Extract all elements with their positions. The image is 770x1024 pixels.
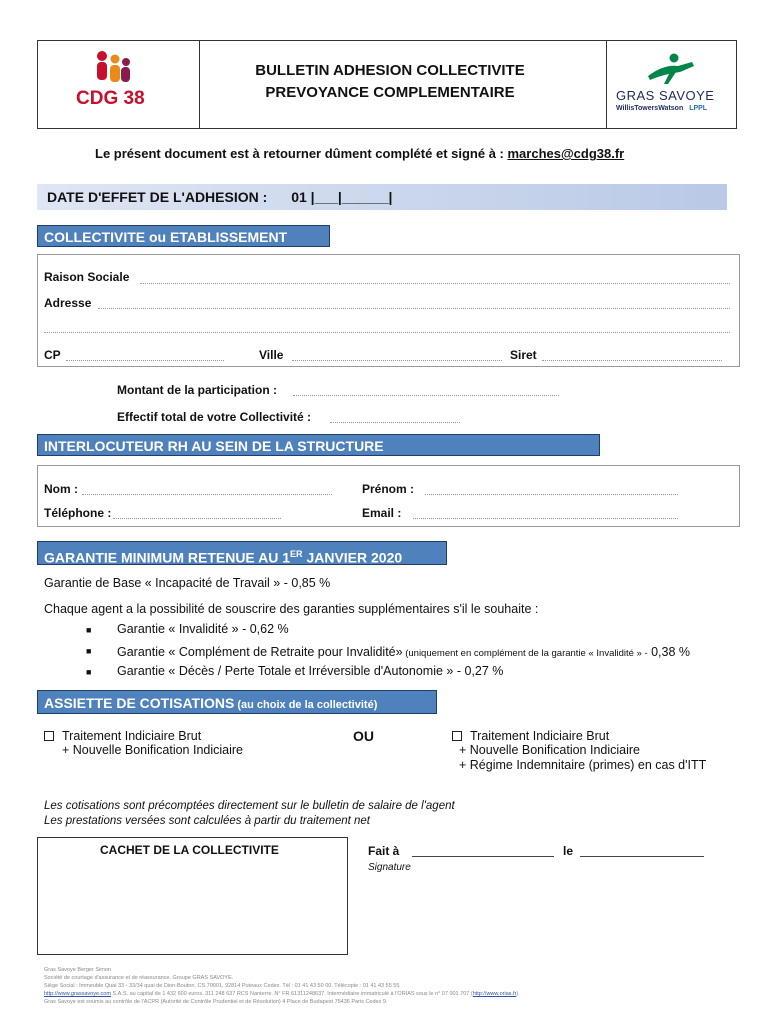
email-label: Email :: [362, 506, 402, 520]
footer-line-3: Siège Social : Immeuble Quai 33 - 33/34 quai de Dion-Bouton, CS 70001, 92814 Puteaux Cedex. Tél : 01 41 43 50 00. Télécopie : 01 41 43 55 55: [44, 983, 400, 989]
ville-field[interactable]: [292, 360, 502, 361]
nom-field[interactable]: [82, 494, 332, 495]
note-cotisations: Les cotisations sont précomptées directement sur le bulletin de salaire de l'agent: [44, 800, 455, 812]
cp-field[interactable]: [66, 360, 224, 361]
raison-sociale-field[interactable]: [140, 283, 730, 284]
siret-label: Siret: [510, 348, 537, 362]
garantie-heading-post: JANVIER 2020: [302, 549, 403, 566]
date-field[interactable]: [580, 856, 704, 857]
date-effet-bar: [37, 184, 727, 210]
footer-line-1: Gras Savoye Berger Simon: [44, 967, 111, 973]
collectivite-frame: [37, 254, 740, 367]
telephone-label: Téléphone :: [44, 506, 112, 520]
fait-a-label: Fait à: [368, 844, 400, 858]
email-field[interactable]: [413, 518, 678, 519]
people-icon: [74, 48, 154, 88]
effectif-field[interactable]: [330, 422, 460, 423]
gras-savoye-text: GRAS SAVOYE: [616, 88, 715, 103]
garantie-item-2-tail: 0,38 %: [647, 645, 691, 659]
option-2-line-3: + Régime Indemnitaire (primes) en cas d'ITT: [459, 758, 707, 772]
header-divider-right: [606, 41, 607, 128]
garantie-heading-pre: GARANTIE MINIMUM RETENUE AU 1: [44, 549, 291, 566]
adresse-field-2[interactable]: [44, 332, 730, 333]
footer-line-5: Gras Savoye est soumis au contrôle de l'ACPR (Autorité de Contrôle Prudentiel et de Résolution) 4 Place de Budapest 75436 Paris Cedex 9.: [44, 999, 388, 1005]
garantie-item-2: [117, 643, 690, 661]
cp-label: CP: [44, 348, 61, 362]
grassavoye-link[interactable]: http://www.grassavoye.com: [44, 991, 111, 997]
return-email-link[interactable]: marches@cdg38.fr: [507, 146, 625, 161]
footer-line-4-text: S.A.S. au capital de 1 432 600 euros. 311 248 637 RCS Nanterre. N° FR 61311248637. Intermédiaire immatriculé à l'ORIAS sous le n° 07 001 707 (: [110, 991, 473, 997]
garantie-chaque: Chaque agent a la possibilité de souscrire des garanties supplémentaires s'il le souhaite :: [44, 602, 539, 616]
effectif-label: Effectif total de votre Collectivité :: [117, 410, 312, 424]
bullet-2: ■: [86, 646, 92, 656]
option-1-checkbox[interactable]: [44, 731, 54, 741]
adresse-label: Adresse: [44, 296, 92, 310]
collectivite-heading: COLLECTIVITE ou ETABLISSEMENT: [37, 225, 330, 247]
nom-label: Nom :: [44, 482, 78, 496]
assiette-option-2: [452, 729, 609, 743]
garantie-heading-sup: ER: [290, 549, 303, 559]
montant-field[interactable]: [293, 395, 559, 396]
cdg38-logo-text: CDG 38: [76, 88, 145, 109]
signature-label: Signature: [368, 862, 411, 873]
option-1-line-2: + Nouvelle Bonification Indiciaire: [62, 743, 244, 757]
prenom-field[interactable]: [425, 494, 678, 495]
raison-sociale-label: Raison Sociale: [44, 270, 130, 284]
prenom-label: Prénom :: [362, 482, 415, 496]
assiette-heading: [37, 690, 437, 714]
gras-savoye-logo: [614, 52, 724, 122]
title-line-2: PREVOYANCE COMPLEMENTAIRE: [265, 84, 515, 101]
footer-line-2: Société de courtage d'assurance et de réassurance. Groupe GRAS SAVOYE.: [44, 975, 234, 981]
return-notice-text: Le présent document est à retourner dûment complété et signé à :: [95, 146, 504, 161]
garantie-item-2-main: Garantie « Complément de Retraite pour Invalidité»: [117, 645, 403, 659]
ville-label: Ville: [259, 348, 284, 362]
le-label: le: [563, 844, 574, 858]
assiette-option-1: [44, 729, 201, 743]
footer-line-4-end: ).: [516, 991, 520, 997]
garantie-heading: [37, 541, 447, 565]
garantie-item-3: Garantie « Décès / Perte Totale et Irréversible d'Autonomie » - 0,27 %: [117, 664, 504, 678]
orias-link[interactable]: http://www.orias.fr: [472, 991, 517, 997]
runner-icon: [642, 52, 702, 86]
garantie-base: Garantie de Base « Incapacité de Travail » - 0,85 %: [44, 576, 331, 590]
date-effet-field[interactable]: 01 |___|______|: [291, 189, 393, 205]
lppl-text: LPPL: [689, 105, 708, 112]
siret-field[interactable]: [542, 360, 722, 361]
footer: [44, 966, 564, 1006]
bullet-1: ■: [86, 625, 92, 635]
ou-label: OU: [353, 728, 374, 744]
option-2-line-2: + Nouvelle Bonification Indiciaire: [459, 743, 641, 757]
footer-line-4: [44, 990, 564, 998]
cdg38-logo: [74, 48, 154, 112]
note-prestations: Les prestations versées sont calculées à partir du traitement net: [44, 815, 371, 827]
fait-a-field[interactable]: [412, 856, 554, 857]
garantie-item-1: Garantie « Invalidité » - 0,62 %: [117, 622, 289, 636]
date-effet-label: DATE D'EFFET DE L'ADHESION :: [47, 189, 268, 205]
garantie-item-2-small: (uniquement en complément de la garantie « Invalidité » -: [402, 648, 648, 659]
option-1-line-1: Traitement Indiciaire Brut: [62, 729, 202, 743]
bullet-3: ■: [86, 667, 92, 677]
willis-towers-watson-text: WillisTowersWatson: [616, 105, 684, 112]
adresse-field-1[interactable]: [98, 308, 730, 309]
assiette-heading-small: (au choix de la collectivité): [234, 699, 378, 711]
interlocuteur-heading: INTERLOCUTEUR RH AU SEIN DE LA STRUCTURE: [37, 434, 600, 456]
cachet-label: CACHET DE LA COLLECTIVITE: [100, 843, 279, 857]
gras-savoye-subtext: [616, 105, 707, 112]
title-line-1: BULLETIN ADHESION COLLECTIVITE: [255, 62, 525, 79]
telephone-field[interactable]: [113, 518, 281, 519]
option-2-checkbox[interactable]: [452, 731, 462, 741]
montant-label: Montant de la participation :: [117, 383, 278, 397]
assiette-heading-text: ASSIETTE DE COTISATIONS: [44, 695, 235, 711]
return-notice: [95, 146, 624, 161]
option-2-line-1: Traitement Indiciaire Brut: [470, 729, 610, 743]
document-title: [200, 60, 580, 104]
